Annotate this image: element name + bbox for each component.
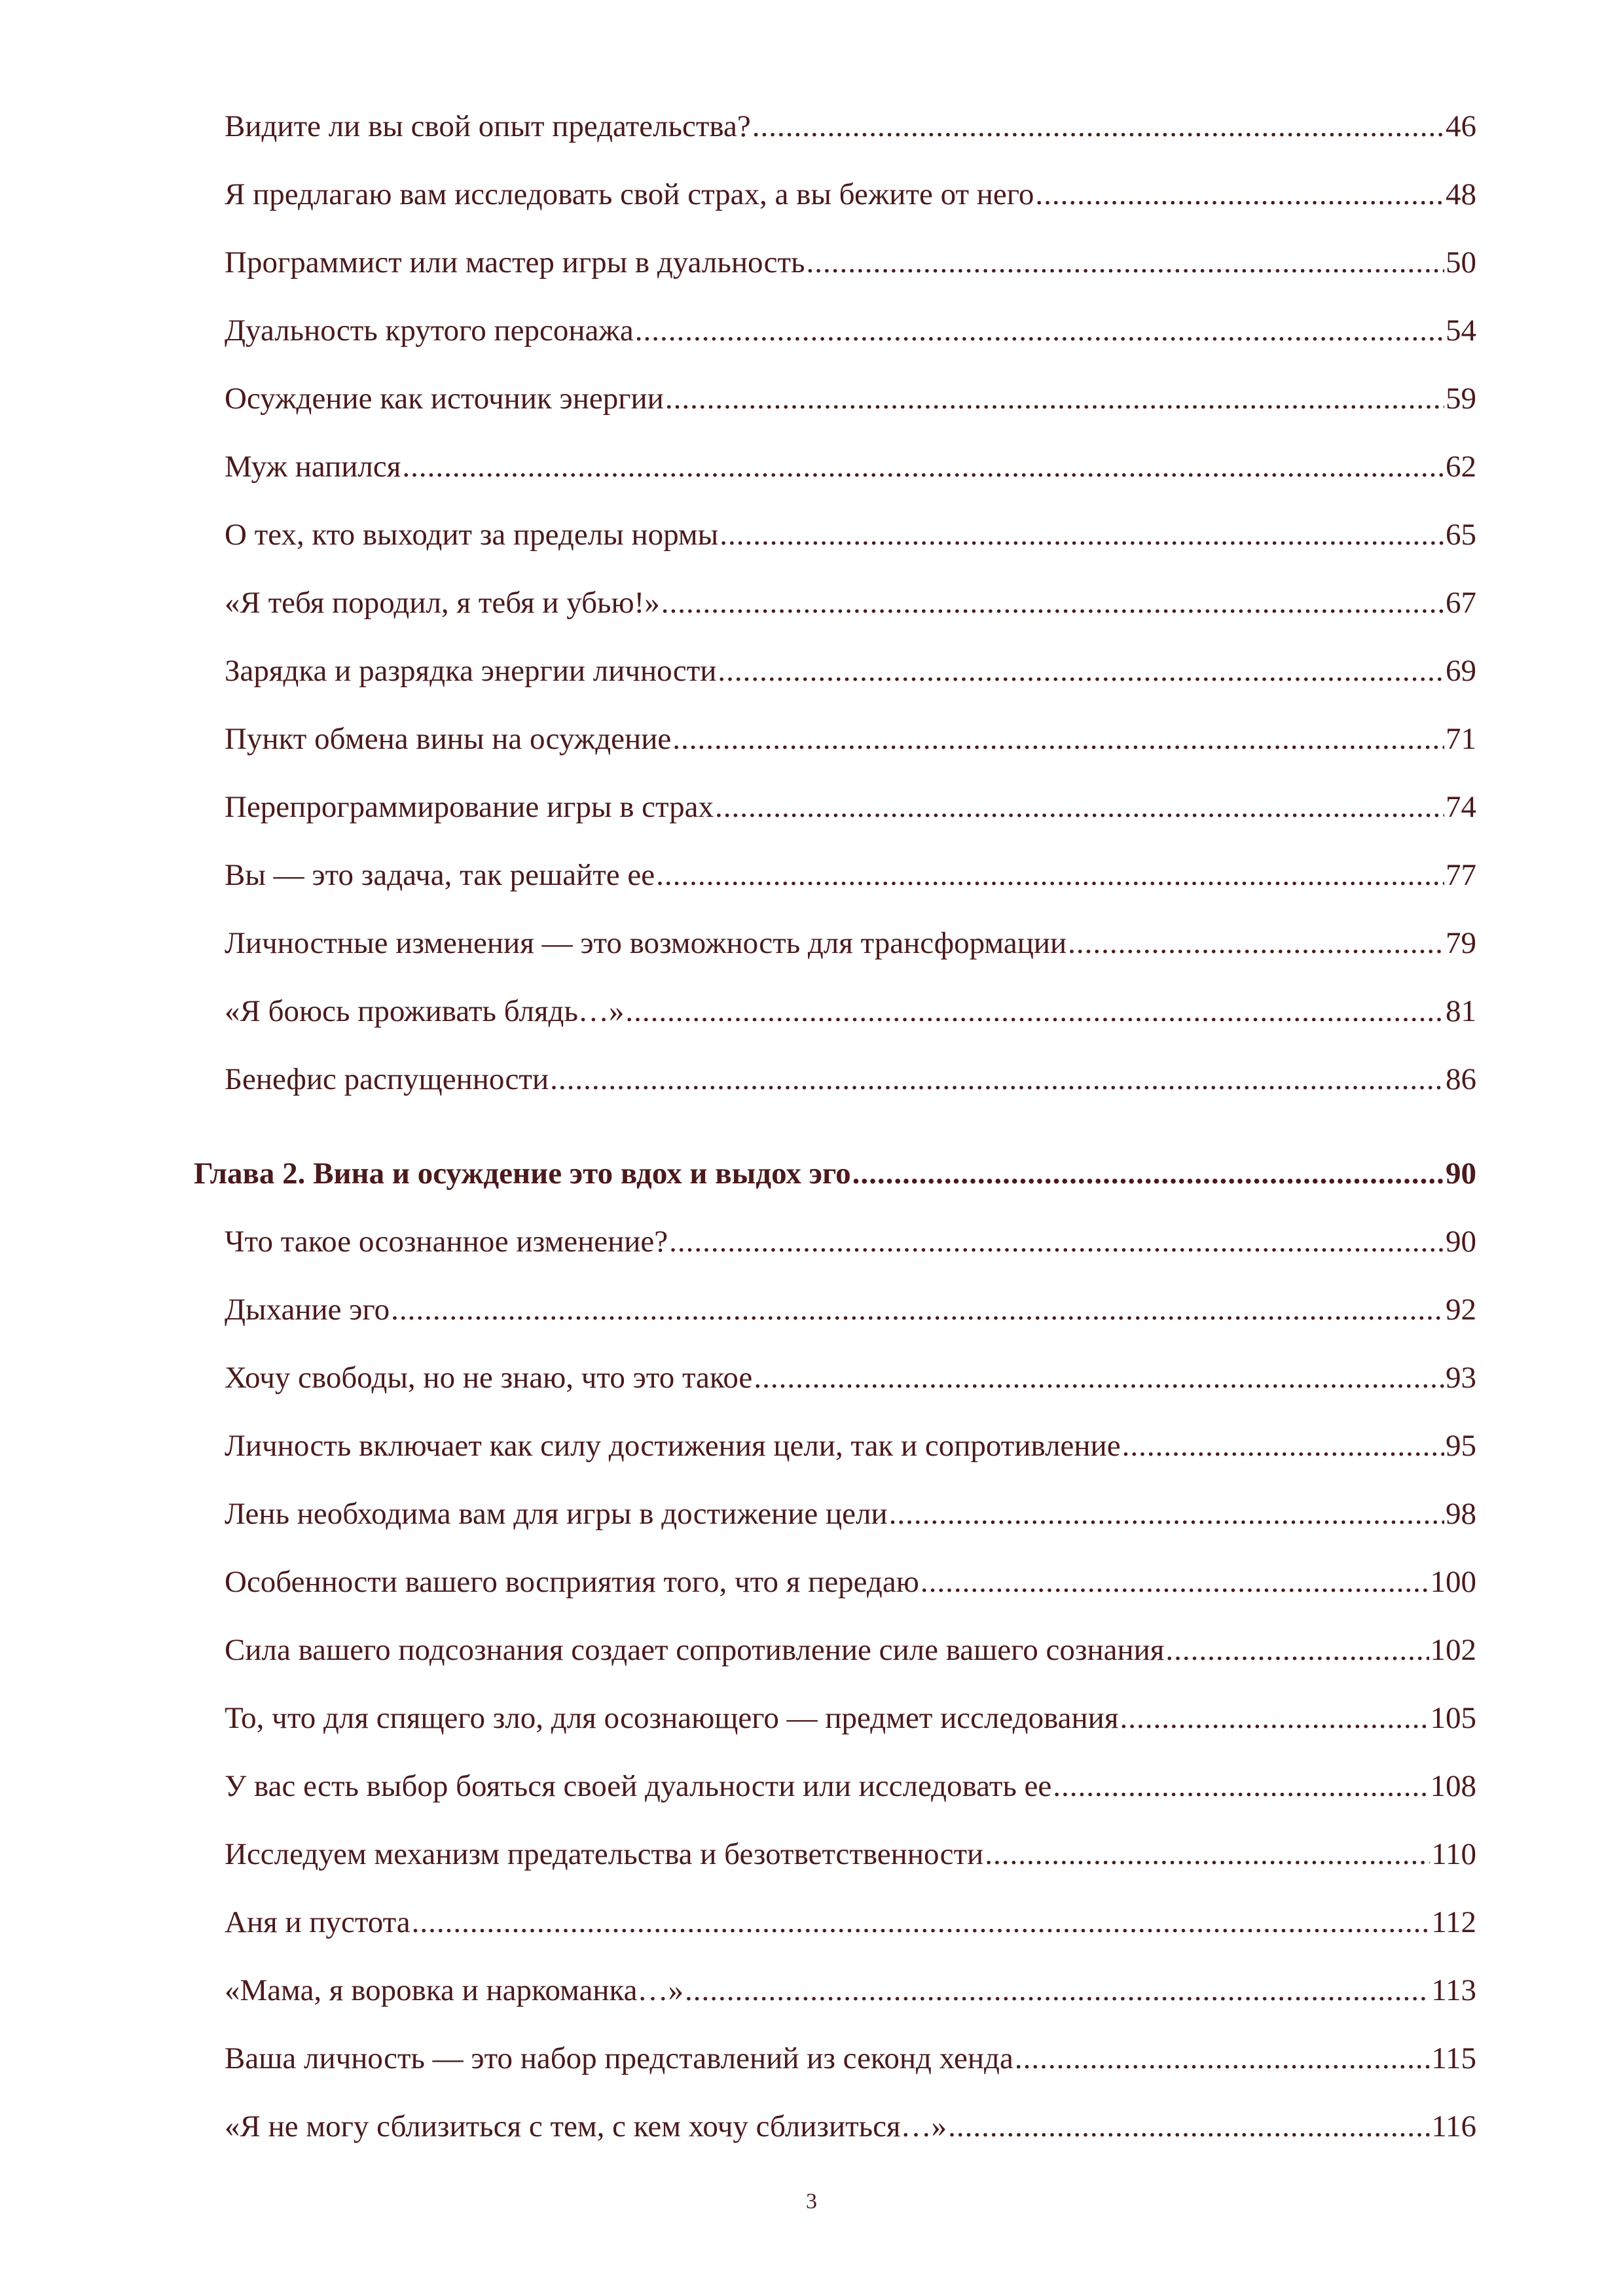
- toc-entry[interactable]: [225, 1053, 1476, 1105]
- toc-entry[interactable]: [225, 100, 1476, 152]
- toc-entry[interactable]: [225, 1760, 1476, 1812]
- toc-entry[interactable]: [225, 1556, 1476, 1608]
- toc-entry-title: Вы — это задача, так решайте ее: [225, 858, 655, 892]
- toc-entry[interactable]: [225, 2100, 1476, 2153]
- toc-entry[interactable]: [225, 645, 1476, 697]
- toc-entry-page: 67: [1446, 586, 1476, 620]
- toc-entry[interactable]: [225, 1828, 1476, 1880]
- toc-entry[interactable]: [225, 1896, 1476, 1948]
- toc-entry-page: 102: [1430, 1633, 1476, 1667]
- toc-entry-page: 62: [1446, 450, 1476, 484]
- toc-entry-page: 98: [1446, 1497, 1476, 1531]
- toc-entry-title: Лень необходима вам для игры в достижение цели: [225, 1497, 888, 1531]
- toc-entry[interactable]: [225, 1692, 1476, 1744]
- toc-leader-dots: [1035, 168, 1444, 221]
- toc-leader-dots: [1068, 917, 1444, 969]
- toc-entry-title: Исследуем механизм предательства и безответственности: [225, 1837, 984, 1871]
- toc-entry-title: Зарядка и разрядка энергии личности: [225, 654, 717, 688]
- toc-entry-page: 92: [1446, 1293, 1476, 1327]
- toc-entry[interactable]: [225, 1420, 1476, 1472]
- toc-leader-dots: [1120, 1692, 1429, 1744]
- toc-entry-page: 48: [1446, 177, 1476, 211]
- toc-entry[interactable]: [225, 168, 1476, 221]
- toc-entry[interactable]: [225, 304, 1476, 357]
- toc-entry-page: 69: [1446, 654, 1476, 688]
- toc-entry-page: 77: [1446, 858, 1476, 892]
- toc-entry-title: Дуальность крутого персонажа: [225, 314, 634, 348]
- toc-entry-page: 81: [1446, 994, 1476, 1028]
- toc-entry[interactable]: [225, 1964, 1476, 2017]
- toc-entry-title: Бенефис распущенности: [225, 1062, 549, 1096]
- toc-leader-dots: [665, 372, 1444, 425]
- toc-entry-page: 108: [1430, 1769, 1476, 1803]
- toc-entry[interactable]: [225, 849, 1476, 901]
- toc-leader-dots: [948, 2100, 1430, 2153]
- toc-chapter-heading[interactable]: [194, 1147, 1476, 1200]
- toc-leader-dots: [685, 1964, 1430, 2017]
- toc-entry-page: 112: [1431, 1905, 1476, 1939]
- toc-entry-title: Дыхание эго: [225, 1293, 390, 1327]
- toc-entry[interactable]: [225, 577, 1476, 629]
- toc-entry-page: 93: [1446, 1361, 1476, 1395]
- toc-entry-title: «Я боюсь проживать блядь…»: [225, 994, 625, 1028]
- toc-leader-dots: [412, 1896, 1431, 1948]
- toc-entry-title: Муж напился: [225, 450, 401, 484]
- toc-entry-title: «Я не могу сблизиться с тем, с кем хочу сблизиться…»: [225, 2109, 947, 2144]
- toc-entry[interactable]: [225, 1352, 1476, 1404]
- toc-entry-title: Пункт обмена вины на осуждение: [225, 722, 672, 756]
- toc-entry-title: Я предлагаю вам исследовать свой страх, а вы бежите от него: [225, 177, 1034, 211]
- toc-leader-dots: [1053, 1760, 1429, 1812]
- toc-chapter-page: 90: [1446, 1157, 1476, 1191]
- toc-entry-title: Сила вашего подсознания создает сопротивление силе вашего сознания: [225, 1633, 1165, 1667]
- toc-leader-dots: [391, 1283, 1444, 1336]
- toc-entry-page: 100: [1430, 1565, 1476, 1599]
- toc-entry-page: 79: [1446, 926, 1476, 960]
- toc-entry-page: 71: [1446, 722, 1476, 756]
- toc-entry-page: 54: [1446, 314, 1476, 348]
- toc-entry-page: 110: [1431, 1837, 1476, 1871]
- toc-leader-dots: [625, 985, 1444, 1037]
- toc-entry-page: 86: [1446, 1062, 1476, 1096]
- toc-entry-page: 65: [1446, 518, 1476, 552]
- toc-leader-dots: [1015, 2032, 1430, 2085]
- toc-entry[interactable]: [225, 917, 1476, 969]
- toc-entry[interactable]: [225, 440, 1476, 493]
- toc-leader-dots: [889, 1488, 1444, 1540]
- toc-leader-dots: [550, 1053, 1444, 1105]
- toc-entry-title: Особенности вашего восприятия того, что я передаю: [225, 1565, 919, 1599]
- toc-leader-dots: [1165, 1624, 1429, 1676]
- page-number: 3: [806, 2189, 817, 2214]
- toc-entry-title: Программист или мастер игры в дуальность: [225, 245, 805, 279]
- toc-leader-dots: [656, 849, 1444, 901]
- toc-entry-title: Ваша личность — это набор представлений из секонд хенда: [225, 2041, 1013, 2075]
- toc-entry-title: Хочу свободы, но не знаю, что это такое: [225, 1361, 753, 1395]
- toc-entry-page: 46: [1446, 109, 1476, 143]
- toc-leader-dots: [661, 577, 1444, 629]
- toc-entry-page: 115: [1431, 2041, 1476, 2075]
- toc-entry[interactable]: [225, 713, 1476, 765]
- toc-entry-title: Видите ли вы свой опыт предательства?: [225, 109, 751, 143]
- toc-entry-title: У вас есть выбор бояться своей дуальности или исследовать ее: [225, 1769, 1052, 1803]
- toc-entry-title: То, что для спящего зло, для осознающего — предмет исследования: [225, 1701, 1119, 1735]
- toc-entry-page: 90: [1446, 1225, 1476, 1259]
- toc-entry-page: 116: [1431, 2109, 1476, 2144]
- toc-entry-title: О тех, кто выходит за пределы нормы: [225, 518, 719, 552]
- toc-leader-dots: [921, 1556, 1429, 1608]
- toc-entry-page: 113: [1431, 1973, 1476, 2007]
- toc-leader-dots: [715, 781, 1444, 833]
- toc-entry[interactable]: [225, 985, 1476, 1037]
- toc-leader-dots: [718, 645, 1444, 697]
- toc-leader-dots: [672, 713, 1444, 765]
- toc-entry[interactable]: [225, 1215, 1476, 1268]
- toc-entry-page: 95: [1446, 1429, 1476, 1463]
- toc-entry-title: Аня и пустота: [225, 1905, 410, 1939]
- toc-entry-title: «Мама, я воровка и наркоманка…»: [225, 1973, 684, 2007]
- toc-entry-page: 50: [1446, 245, 1476, 279]
- toc-entry[interactable]: [225, 781, 1476, 833]
- toc-leader-dots: [852, 1147, 1444, 1200]
- toc-chapter-title: Глава 2. Вина и осуждение это вдох и выдох эго: [194, 1157, 851, 1191]
- toc-entry-page: 105: [1430, 1701, 1476, 1735]
- toc-leader-dots: [985, 1828, 1430, 1880]
- toc-entry-title: Личностные изменения — это возможность для трансформации: [225, 926, 1067, 960]
- toc-entry[interactable]: [225, 372, 1476, 425]
- toc-entry[interactable]: [225, 1283, 1476, 1336]
- toc-entry-page: 74: [1446, 790, 1476, 824]
- toc-entry-title: Перепрограммирование игры в страх: [225, 790, 714, 824]
- toc-entry-title: Что такое осознанное изменение?: [225, 1225, 668, 1259]
- toc-entry-title: «Я тебя породил, я тебя и убью!»: [225, 586, 660, 620]
- toc-entry-title: Осуждение как источник энергии: [225, 382, 664, 416]
- toc-leader-dots: [752, 100, 1444, 152]
- toc-entry-page: 59: [1446, 382, 1476, 416]
- toc-leader-dots: [754, 1352, 1444, 1404]
- toc-entry[interactable]: [225, 1488, 1476, 1540]
- toc-leader-dots: [720, 509, 1444, 561]
- toc-entry[interactable]: [225, 1624, 1476, 1676]
- toc-leader-dots: [1122, 1420, 1444, 1472]
- toc-entry[interactable]: [225, 236, 1476, 289]
- toc-entry[interactable]: [225, 509, 1476, 561]
- toc-entry[interactable]: [225, 2032, 1476, 2085]
- toc-entry-title: Личность включает как силу достижения цели, так и сопротивление: [225, 1429, 1121, 1463]
- toc-leader-dots: [402, 440, 1444, 493]
- toc-leader-dots: [669, 1215, 1444, 1268]
- toc-leader-dots: [635, 304, 1444, 357]
- toc-leader-dots: [806, 236, 1444, 289]
